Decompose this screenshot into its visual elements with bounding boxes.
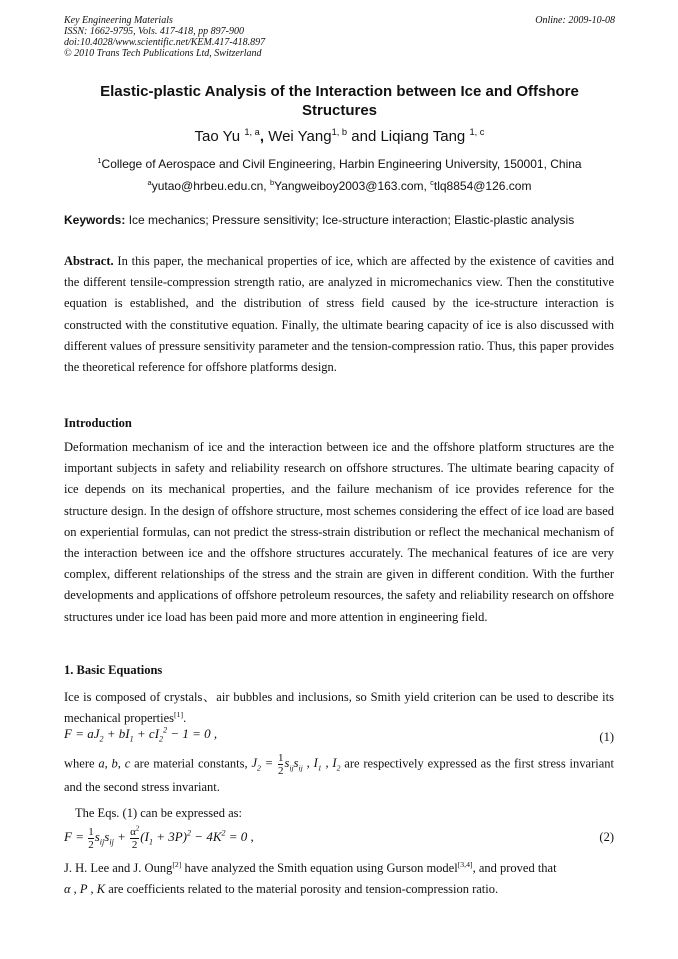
- introduction-heading: Introduction: [64, 416, 132, 430]
- email-separator: ,: [423, 179, 431, 193]
- author-affil-mark: 1, c: [469, 127, 485, 137]
- keywords-text: Ice mechanics; Pressure sensitivity; Ice-structure interaction; Elastic-plastic analysis: [125, 213, 575, 227]
- equation-1-body: $F = aJ_2 + bI_1 + cI_2^2 - 1 = 0$ ,: [64, 725, 218, 744]
- journal-header: [64, 15, 615, 59]
- affiliation-text: College of Aerospace and Civil Engineering, Harbin Engineering University, 150001, China: [101, 157, 582, 171]
- online-date: Online: 2009-10-08: [535, 15, 615, 26]
- paragraph-text: are respectively expressed as the first stress invariant and the second stress invariant.: [64, 756, 614, 794]
- author-list: [64, 128, 615, 146]
- section1-paragraph-1: [64, 687, 614, 729]
- email-mark: b: [269, 178, 275, 187]
- author-name: Wei Yang: [268, 128, 332, 145]
- author-separator: ,: [259, 128, 269, 145]
- equation-1-number: (1): [599, 730, 614, 744]
- email-separator: ,: [263, 179, 270, 193]
- citation: [2]: [172, 859, 182, 869]
- section1-paragraph-2: [64, 752, 614, 798]
- email-address: Yangweiboy2003@163.com: [274, 179, 424, 193]
- equation-1: [64, 726, 614, 754]
- citation: [1]: [174, 710, 184, 720]
- inline-formula: $J_2$ = $\frac{1}{2}$ $s_{ij}s_{ij}$ , $I_1$ , $I_2$: [251, 752, 341, 777]
- email-address: tlq8854@126.com: [433, 179, 532, 193]
- introduction-text: Deformation mechanism of ice and the interaction between ice and the offshore platform structures are the important subjects in safety and reliability research on offshore structures. The ultimate bearing capacity of ice depends on its mechanical properties, and the failure mechanism of ice provides reference for the structure design. In the design of offshore structure, most schemes considering the effect of ice load are based on experiential formulas, can not predict the stress-strain distribution or reflect the mechanical mechanism of the interaction between ice and the offshore structures accurately. The mechanical features of ice are very complex, different relationships of the stress and the strain are given in different condition. With the further developments and applications of offshore petroleum resources, the safety and reliability research on offshore structures under ice load has been paid more and more attention in engineering field.: [64, 440, 614, 624]
- author-affil-mark: 1, b: [331, 127, 348, 137]
- abstract-text: In this paper, the mechanical properties of ice, which are affected by the existence of cavities and the different tensile-compression strength ratio, are analyzed in micromechanics view. Then the constitutive equation is established, and the distribution of stress field caused by the ice-structure interaction is constructed with the constitutive equation. Finally, the ultimate bearing capacity of ice is also discussed with different values of pressure sensitivity parameter and the tension-compression ratio. Thus, this paper provides the theoretical reference for offshore platforms design.: [64, 254, 614, 375]
- email-address: yutao@hrbeu.edu.cn: [151, 179, 264, 193]
- author-affil-mark: 1, a: [244, 127, 260, 137]
- paragraph-text: .: [183, 711, 187, 726]
- variable-list: α , P , K: [64, 882, 106, 897]
- abstract: [64, 251, 614, 378]
- doi-line: doi:10.4028/www.scientific.net/KEM.417-418.897: [64, 37, 266, 48]
- equation-2-body: F = $\frac{1}{2}$ $s_{ij}s_{ij}$ + $\frac{\alpha^2}{2}$ $(I_1 + 3P)^2 - 4K^2 = 0$ ,: [64, 825, 254, 851]
- email-mark: c: [430, 178, 434, 187]
- affiliation-mark: 1: [97, 156, 102, 165]
- paragraph-text: where: [64, 756, 99, 771]
- equation-2-number: (2): [599, 830, 614, 844]
- paragraph-text: are coefficients related to the material porosity and tension-compression ratio.: [105, 882, 499, 897]
- paragraph-text: J. H. Lee and J. Oung: [64, 861, 173, 875]
- section1-heading: 1. Basic Equations: [64, 663, 163, 677]
- email-list: [64, 178, 615, 194]
- paragraph-text: are material constants,: [130, 756, 252, 771]
- paragraph-text: have analyzed the Smith equation using Gurson model: [181, 861, 458, 875]
- author-name: Liqiang Tang: [380, 128, 466, 145]
- issn-line: ISSN: 1662-9795, Vols. 417-418, pp 897-900: [64, 26, 244, 37]
- copyright-line: © 2010 Trans Tech Publications Ltd, Switzerland: [64, 48, 262, 59]
- paragraph-text: Ice is composed of crystals、air bubbles and inclusions, so Smith yield criterion can be used to describe its mechanical properties: [64, 690, 614, 726]
- abstract-label: Abstract.: [64, 254, 114, 268]
- paper-title: Elastic-plastic Analysis of the Interaction between Ice and Offshore Structures: [100, 83, 579, 119]
- journal-name: Key Engineering Materials: [64, 15, 173, 26]
- variable-list: a, b, c: [98, 756, 131, 771]
- keywords-label: Keywords:: [64, 213, 126, 227]
- section1-paragraph-3: The Eqs. (1) can be expressed as:: [75, 806, 242, 820]
- equation-2: [64, 826, 614, 854]
- paragraph-text: , and proved that: [472, 861, 557, 875]
- keywords: [64, 212, 615, 228]
- author-separator: and: [347, 128, 381, 145]
- citation: [3,4]: [457, 859, 473, 869]
- section1-paragraph-4: [64, 858, 614, 900]
- author-name: Tao Yu: [194, 128, 241, 145]
- affiliation: [64, 156, 615, 172]
- email-mark: a: [147, 178, 152, 187]
